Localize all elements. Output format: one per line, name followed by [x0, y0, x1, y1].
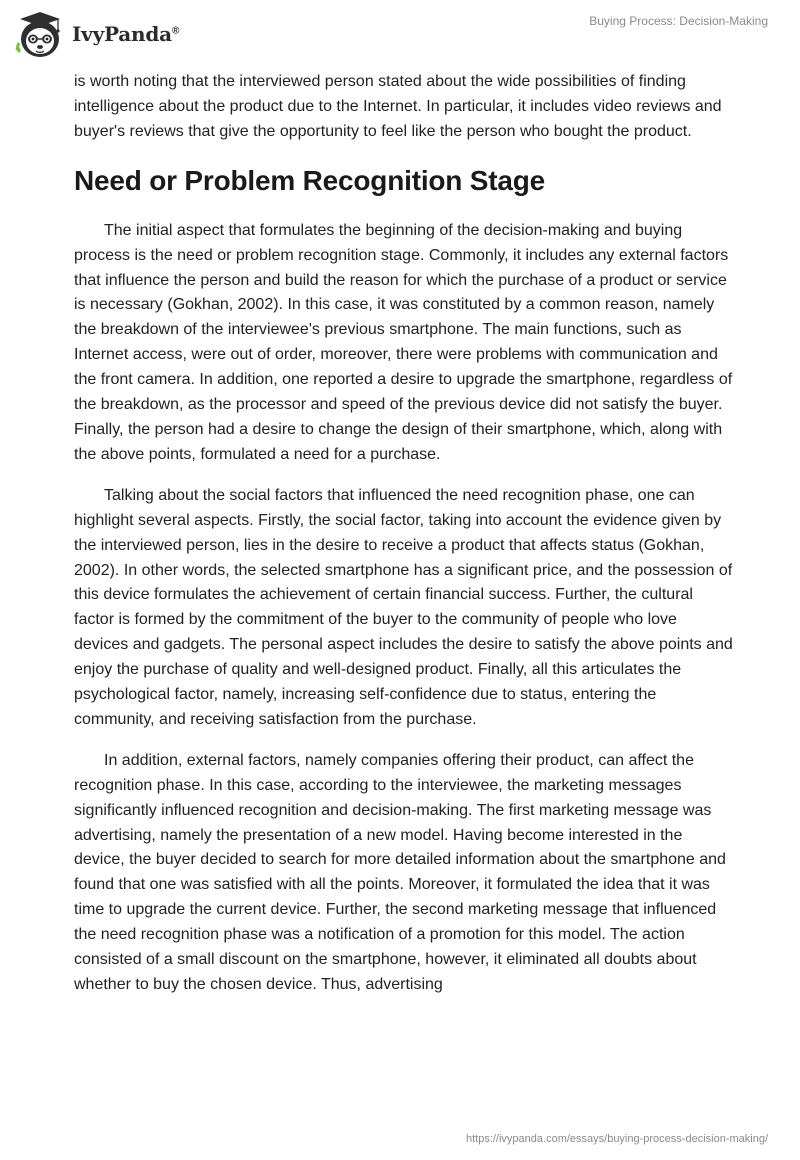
source-url[interactable]: https://ivypanda.com/essays/buying-process-decision-making/ [465, 1133, 768, 1145]
body-paragraph: Talking about the social factors that influenced the need recognition phase, one can highlight several aspects. Firstly, the social factor, taking into account the evidence given by the interviewed person, lies in the desire to receive a product that affects status (Gokhan, 2002). In other words, the selected smartphone has a significant price, and the possession of this device formulates the achievement of certain financial success. Further, the cultural factor is formed by the commitment of the buyer to the community of people who love devices and gadgets. The personal aspect includes the desire to satisfy the above points and enjoy the purchase of quality and well-designed product. Finally, all this articulates the psychological factor, namely, increasing self-confidence due to status, entering the community, and receiving satisfaction from the purchase. [74, 486, 733, 728]
brand-name: IvyPanda® [72, 22, 180, 46]
body-paragraph: In addition, external factors, namely companies offering their product, can affect the recognition phase. In this case, according to the interviewee, the marketing messages significantly influenced recognition and decision-making. The first marketing message was advertising, namely the presentation of a new model. Having become interested in the device, the buyer decided to search for more detailed information about the smartphone and found that one was satisfied with all the points. Moreover, it formulated the idea that it was time to upgrade the current device. Further, the second marketing message that influenced the need recognition phase was a notification of a promotion for this model. The action consisted of a small discount on the smartphone, however, it eliminated all doubts about whether to buy the chosen device. Thus, advertising [74, 751, 726, 993]
essay-content [74, 70, 734, 1014]
document-title: Buying Process: Decision-Making [589, 14, 768, 28]
panda-mascot-icon [14, 8, 66, 60]
page-header [0, 0, 800, 70]
intro-paragraph: is worth noting that the interviewed person stated about the wide possibilities of finding intelligence about the product due to the Internet. In particular, it includes video reviews and buyer's reviews that give the opportunity to feel like the person who bought the product. [74, 73, 722, 140]
body-paragraph: The initial aspect that formulates the beginning of the decision-making and buying process is the need or problem recognition stage. Commonly, it includes any external factors that influence the person and build the reason for which the purchase of a product or service is necessary (Gokhan, 2002). In this case, it was constituted by a common reason, namely the breakdown of the interviewee's previous smartphone. The main functions, such as Internet access, were out of order, moreover, there were problems with communication and the front camera. In addition, one reported a desire to upgrade the smartphone, regardless of the breakdown, as the processor and speed of the previous device did not satisfy the buyer. Finally, the person had a desire to change the design of their smartphone, which, along with the above points, formulated a need for a purchase. [74, 221, 733, 463]
section-heading: Need or Problem Recognition Stage [74, 164, 546, 196]
ivypanda-logo[interactable] [14, 8, 179, 60]
